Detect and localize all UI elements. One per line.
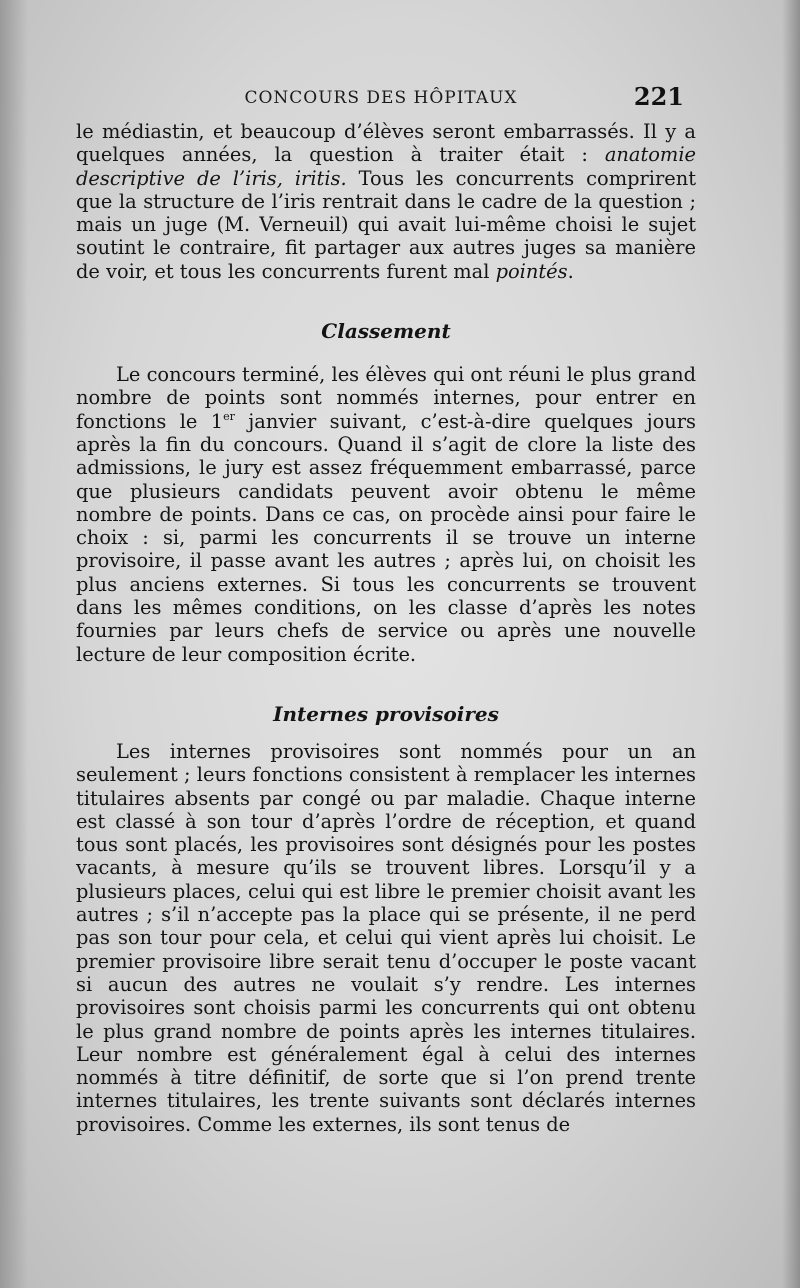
paragraph-2-text-a: Le concours terminé, les élèves qui ont réuni le plus grand nombre de points sont nommés internes, pour entrer en fonctions le 1 — [76, 363, 696, 433]
paragraph-2-superscript: er — [223, 409, 235, 423]
page-number: 221 — [633, 82, 684, 111]
paragraph-1-text-b: Tous les concurrents comprirent que la structure de l’iris rentrait dans le cadre de la question ; mais un juge (M. Verneuil) qui avait lui-même choisi le sujet soutint le contraire, fit partager aux autres juges sa manière de voir, et tous les concurrents furent mal — [76, 166, 696, 283]
paragraph-1-italic-pointes: pointés — [495, 259, 568, 283]
paragraph-continuation — [76, 120, 696, 283]
section-heading-classement: Classement — [321, 319, 451, 344]
paragraph-1-italic-topic: anatomie descriptive de l’iris, iritis. — [76, 143, 696, 190]
running-header — [78, 82, 684, 112]
paragraph-internes-provisoires: Les internes provisoires sont nommés pour un an seulement ; leurs fonctions consistent à remplacer les internes titulaires absents par congé ou par maladie. Chaque interne est classé à son tour d’après l’ordre de réception, et quand tous sont placés, les provisoires sont désignés pour les postes vacants, à mesure qu’ils se trouvent libres. Lorsqu’il y a plusieurs places, celui qui est libre le premier choisit avant les autres ; s’il n’accepte pas la place qui se présente, il ne perd pas son tour pour cela, et celui qui vient après lui choisit. Le premier provisoire libre serait tenu d’occuper le poste vacant si aucun des autres ne voulait s’y rendre. Les internes provisoires sont choisis parmi les concurrents qui ont obtenu le plus grand nombre de points après les internes titulaires. Leur nombre est généralement égal à celui des internes nommés à titre définitif, de sorte que si l’on prend trente internes titulaires, les trente suivants sont déclarés internes provisoires. Comme les externes, ils sont tenus de — [76, 739, 696, 1136]
paragraph-1-text-a: le médiastin, et beaucoup d’élèves seront embarrassés. Il y a quelques années, la question à traiter était : — [76, 120, 696, 167]
running-title: CONCOURS DES HÔPITAUX — [244, 88, 518, 108]
paragraph-1-text-c: . — [567, 259, 574, 283]
section-heading-internes-provisoires: Internes provisoires — [273, 701, 499, 726]
paragraph-2-text-b: janvier suivant, c’est-à-dire quelques jours après la fin du concours. Quand il s’agit de clore la liste des admissions, le jury est assez fréquemment embarrassé, parce que plusieurs candidats peuvent avoir obtenu le même nombre de points. Dans ce cas, on procède ainsi pour faire le choix : si, parmi les concurrents il se trouve un interne provisoire, il passe avant les autres ; après lui, on choisit les plus anciens externes. Si tous les concurrents se trouvent dans les mêmes conditions, on les classe d’après les notes fournies par leurs chefs de service ou après une nouvelle lecture de leur composition écrite. — [76, 409, 696, 666]
text-body — [76, 120, 696, 1136]
paragraph-classement — [76, 363, 696, 666]
